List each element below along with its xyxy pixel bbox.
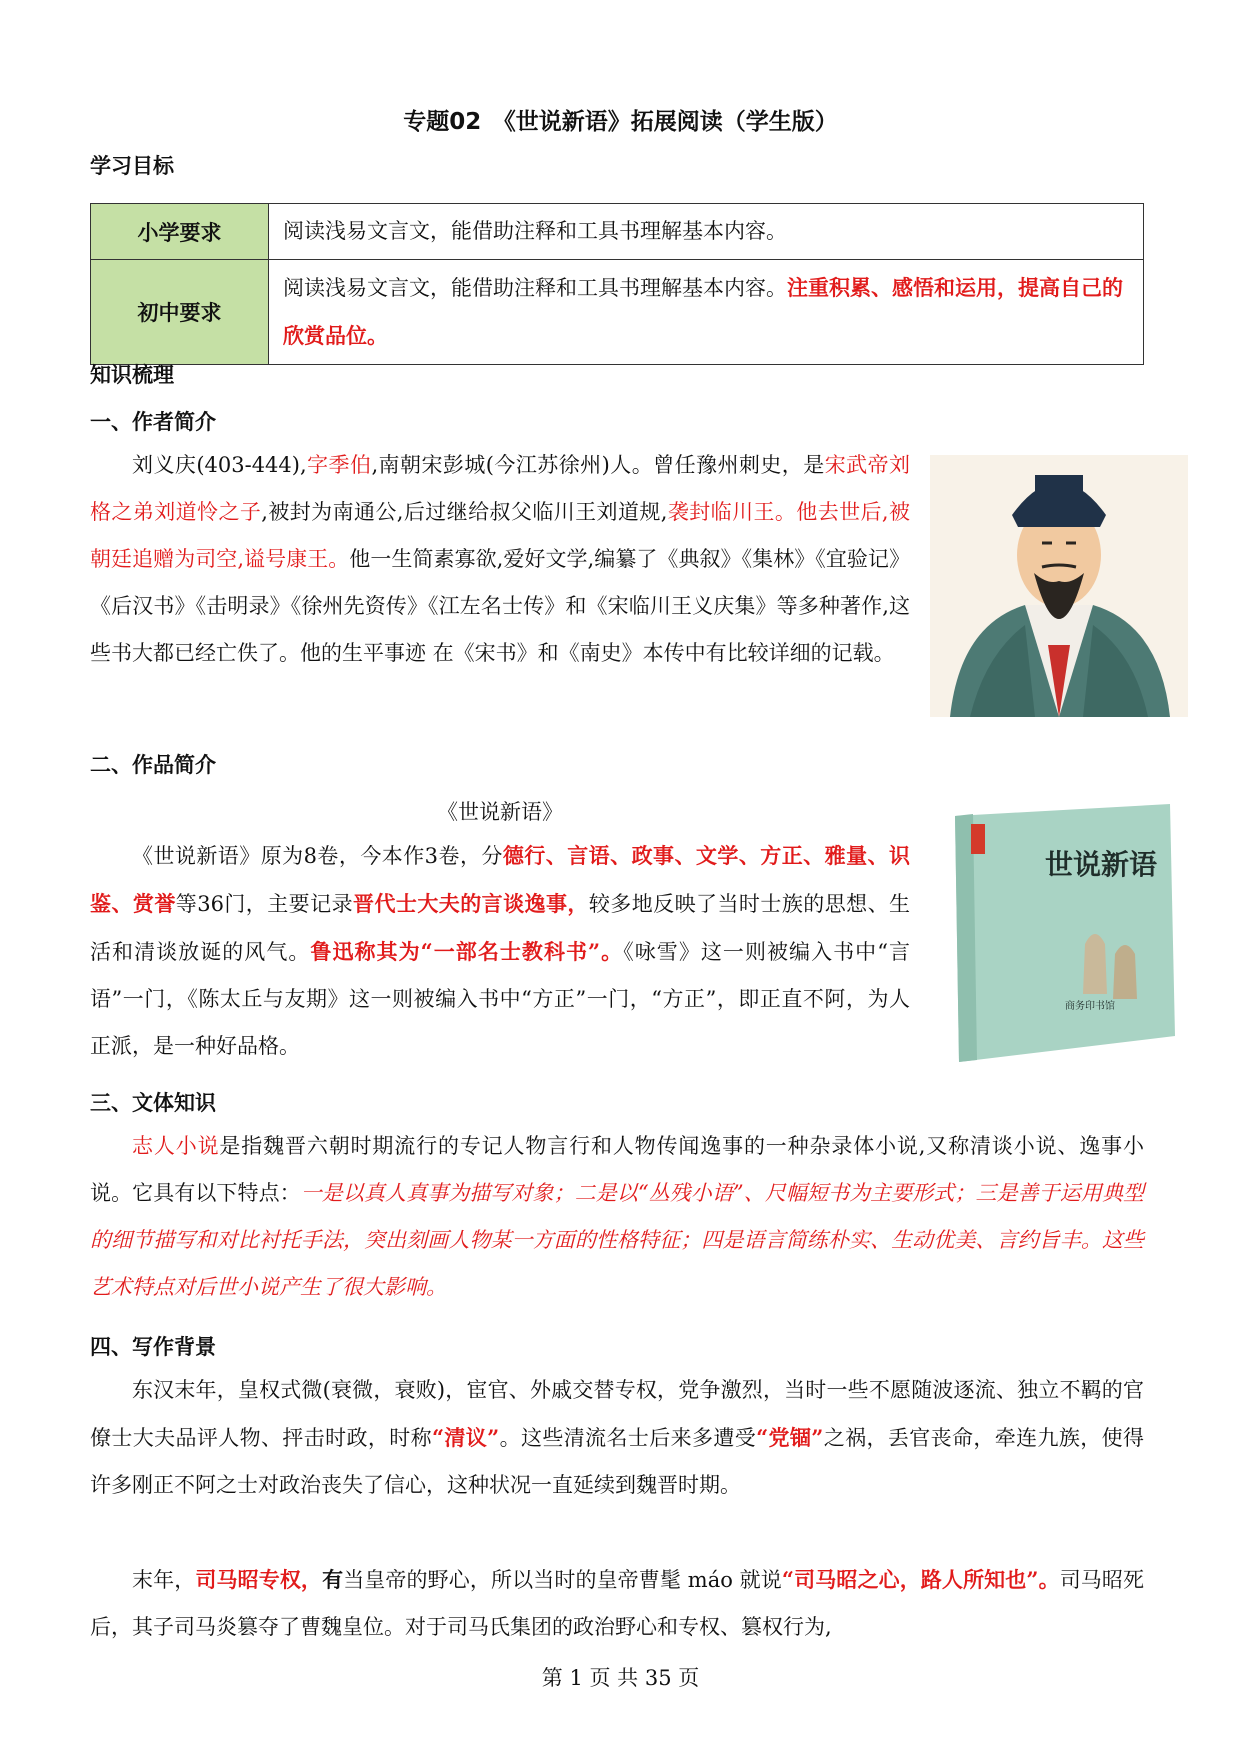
text: 东汉末年，皇权式微(衰微，衰败)，宦官、外戚交替专权，党争激烈，当时一些不愿随波逐流、独立不羁的官僚士大夫品评人物、抨击时政，时称 bbox=[90, 1378, 1144, 1450]
table-row bbox=[91, 204, 1144, 260]
primary-requirement-label: 小学要求 bbox=[91, 204, 269, 260]
highlight: “司马昭之心，路人所知也”。 bbox=[781, 1567, 1060, 1592]
genre-paragraph bbox=[90, 1123, 1144, 1311]
text: 他一生简素寡欲,爱好文学,编纂了《典叙》《集林》《宜验记》《后汉书》《击明录》《徐州先资传》《江左名士传》和《宋临川王义庆集》等多种著作,这些书大都已经亡佚了。他的生平事迹 在《宋书》和《南史》本传中有比较详细的记载。 bbox=[90, 547, 910, 665]
background-paragraph-2 bbox=[90, 1556, 1144, 1651]
highlight: 德行、言语、政事、文学、方正、雅量、识鉴、赏誉 bbox=[90, 843, 910, 916]
book-cover-image bbox=[935, 804, 1190, 1069]
text: 当皇帝的野心，所以当时的皇帝曹髦 máo 就说 bbox=[343, 1568, 782, 1592]
middle-requirement-text bbox=[269, 260, 1144, 365]
text: 有 bbox=[322, 1567, 344, 1592]
work-paragraph bbox=[90, 832, 910, 1070]
text: 。这些清流名士后来多遭受 bbox=[499, 1426, 757, 1450]
text: 是指魏晋六朝时期流行的专记人物言行和人物传闻逸事的一种杂录体小说,又称清谈小说、逸事小说。它具有以下特点： bbox=[90, 1134, 1145, 1205]
table-row bbox=[91, 260, 1144, 365]
section-author-heading: 一、作者简介 bbox=[90, 410, 216, 434]
text: ,南朝宋彭城(今江苏徐州)人。曾任豫州刺史，是 bbox=[371, 453, 825, 477]
book-title: 《世说新语》 bbox=[437, 800, 563, 824]
section-background-heading: 四、写作背景 bbox=[90, 1335, 216, 1359]
highlight: 字季伯 bbox=[306, 453, 372, 477]
author-portrait bbox=[930, 455, 1188, 717]
knowledge-heading: 知识梳理 bbox=[90, 363, 174, 387]
text: 《咏雪》这一则被编入书中“言语”一门，《陈太丘与友期》这一则被编入书中“方正”一门，“方正”，即正直不阿，为人正派，是一种好品格。 bbox=[90, 940, 910, 1058]
middle-requirement-label: 初中要求 bbox=[91, 260, 269, 365]
section-work-heading: 二、作品简介 bbox=[90, 753, 216, 777]
text: 司马昭死后，其子司马炎篡夺了曹魏皇位。对于司马氏集团的政治野心和专权、篡权行为, bbox=[90, 1568, 1145, 1639]
highlight: 司马昭专权， bbox=[195, 1567, 323, 1592]
text: 等36门，主要记录 bbox=[175, 892, 354, 916]
highlight: 鲁迅称其为“一部名士教科书”。 bbox=[310, 939, 624, 964]
learning-goals-heading: 学习目标 bbox=[90, 154, 174, 178]
page-footer: 第 1 页 共 35 页 bbox=[541, 1666, 700, 1690]
section-genre-heading: 三、文体知识 bbox=[90, 1091, 216, 1115]
book-cover-title: 世说新语 bbox=[1045, 848, 1158, 881]
requirement-text: 阅读浅易文言文，能借助注释和工具书理解基本内容。 bbox=[283, 276, 787, 300]
highlight: 一是以真人真事为描写对象；二是以“丛残小语”、尺幅短书为主要形式；三是善于运用典型的细节描写和对比衬托手法，突出刻画人物某一方面的性格特征；四是语言简练朴实、生动优美、言约旨丰。这些艺术特点对后世小说产生了很大影响。 bbox=[90, 1181, 1145, 1299]
learning-goals-table bbox=[90, 203, 1144, 365]
highlight: “党锢” bbox=[756, 1425, 824, 1450]
text: ,被封为南通公,后过继给叔父临川王刘道规, bbox=[261, 500, 668, 524]
requirement-highlight: 注重积累、感悟和运用，提高自己的欣赏品位。 bbox=[283, 275, 1123, 348]
text: 刘义庆(403-444), bbox=[132, 453, 307, 477]
highlight: “清议” bbox=[431, 1425, 500, 1450]
highlight: 袭封临川王。他去世后,被朝廷追赠为司空,谥号康王。 bbox=[90, 500, 910, 571]
book-cover-publisher: 商务印书馆 bbox=[1065, 1001, 1115, 1012]
text: 较多地反映了当时士族的思想、生活和清谈放诞的风气。 bbox=[90, 892, 911, 964]
document-title: 专题02 《世说新语》拓展阅读（学生版） bbox=[403, 109, 838, 135]
background-paragraph-1 bbox=[90, 1367, 1144, 1509]
highlight: 志人小说 bbox=[132, 1134, 220, 1158]
text: 《世说新语》原为8卷，今本作3卷，分 bbox=[132, 844, 503, 868]
primary-requirement-text: 阅读浅易文言文，能借助注释和工具书理解基本内容。 bbox=[269, 204, 1144, 260]
text: 之祸，丢官丧命，牵连九族，使得许多刚正不阿之士对政治丧失了信心，这种状况一直延续到魏晋时期。 bbox=[90, 1426, 1144, 1497]
highlight: 宋武帝刘格之弟刘道怜之子 bbox=[90, 453, 911, 524]
highlight: 晋代士大夫的言谈逸事， bbox=[353, 891, 589, 916]
text: 末年， bbox=[132, 1568, 196, 1592]
author-paragraph bbox=[90, 442, 910, 677]
